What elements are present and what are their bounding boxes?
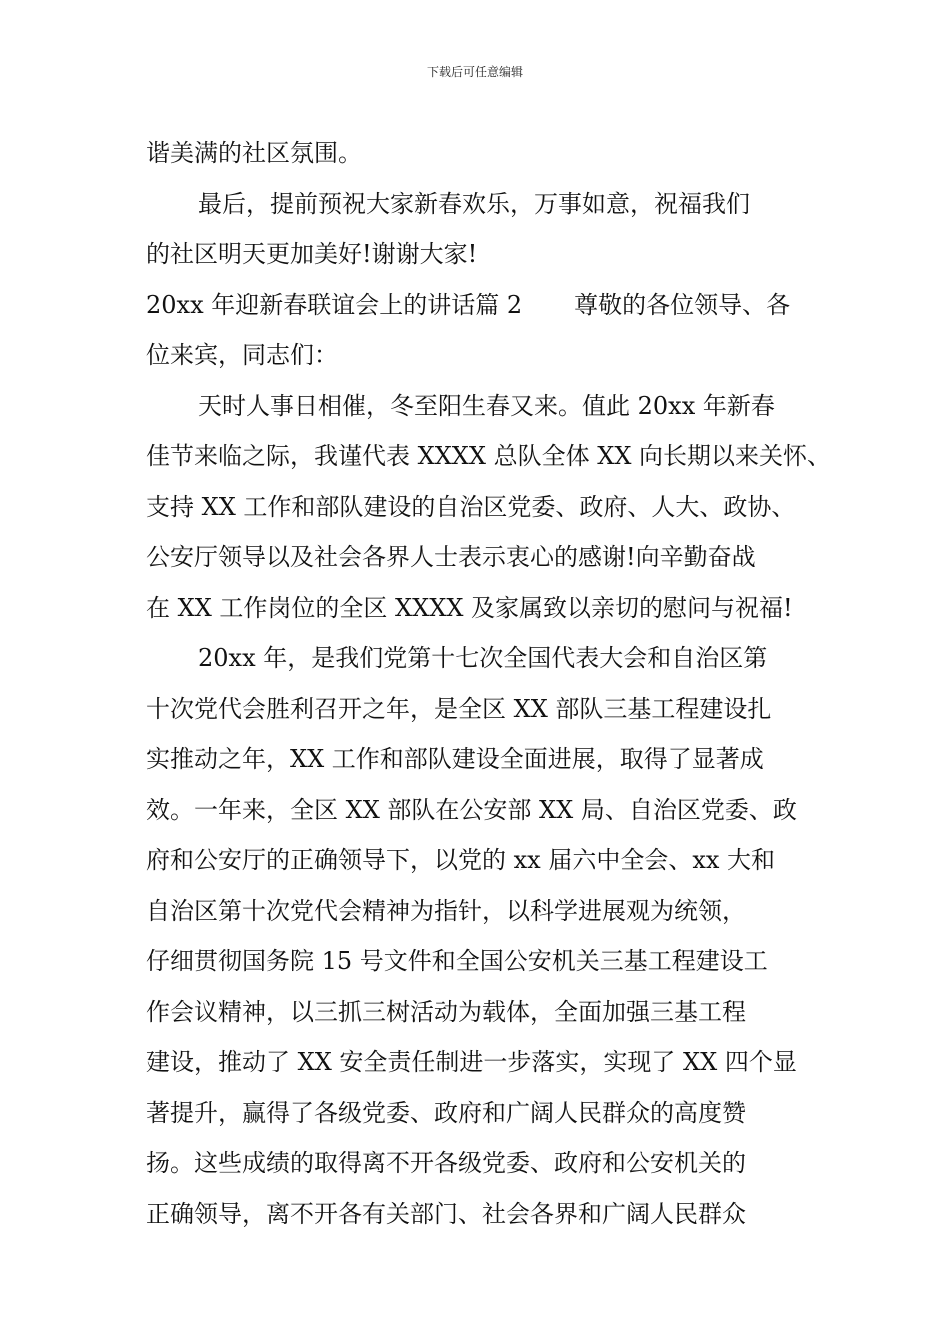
paragraph-line: 作会议精神，以三抓三树活动为载体，全面加强三基工程	[146, 997, 746, 1026]
paragraph-line: 位来宾，同志们：	[146, 341, 338, 369]
paragraph-line: 公安厅领导以及社会各界人士表示衷心的感谢!向辛勤奋战	[146, 543, 756, 571]
paragraph-line: 正确领导，离不开各有关部门、社会各界和广阔人民群众	[146, 1199, 746, 1228]
paragraph-line: 在 XX 工作岗位的全区 XXXX 及家属致以亲切的慰问与祝福!	[146, 593, 793, 622]
paragraph-line: 扬。这些成绩的取得离不开各级党委、政府和公安机关的	[146, 1149, 746, 1177]
paragraph-line: 建设，推动了 XX 安全责任制进一步落实，实现了 XX 四个显	[146, 1048, 797, 1076]
section-heading-line	[146, 280, 836, 331]
paragraph-line: 20xx 年，是我们党第十七次全国代表大会和自治区第	[198, 644, 768, 672]
paragraph-line: 天时人事日相催，冬至阳生春又来。值此 20xx 年新春	[198, 391, 775, 420]
paragraph-line: 最后，提前预祝大家新春欢乐，万事如意，祝福我们	[198, 189, 750, 218]
paragraph-line: 府和公安厅的正确领导下，以党的 xx 届六中全会、xx 大和	[146, 846, 776, 874]
paragraph-line: 著提升，赢得了各级党委、政府和广阔人民群众的高度赞	[146, 1098, 746, 1127]
document-body	[146, 128, 836, 1239]
paragraph-line: 谐美满的社区氛围。	[146, 139, 362, 167]
salutation-start: 尊敬的各位领导、各	[574, 290, 791, 319]
paragraph-line: 效。一年来，全区 XX 部队在公安部 XX 局、自治区党委、政	[146, 795, 797, 824]
paragraph-line: 十次党代会胜利召开之年，是全区 XX 部队三基工程建设扎	[146, 694, 772, 723]
paragraph-line: 仔细贯彻国务院 15 号文件和全国公安机关三基工程建设工	[146, 947, 768, 975]
paragraph-line: 佳节来临之际，我谨代表 XXXX 总队全体 XX 向长期以来关怀、	[146, 442, 832, 470]
paragraph-line: 的社区明天更加美好!谢谢大家!	[146, 240, 478, 268]
paragraph-line: 自治区第十次党代会精神为指针，以科学进展观为统领，	[146, 896, 746, 925]
page-header-note: 下载后可任意编辑	[426, 65, 523, 79]
paragraph-line: 支持 XX 工作和部队建设的自治区党委、政府、人大、政协、	[146, 492, 796, 521]
paragraph-line: 实推动之年，XX 工作和部队建设全面进展，取得了显著成	[146, 745, 764, 773]
section-heading: 20xx 年迎新春联谊会上的讲话篇 2	[146, 290, 523, 319]
